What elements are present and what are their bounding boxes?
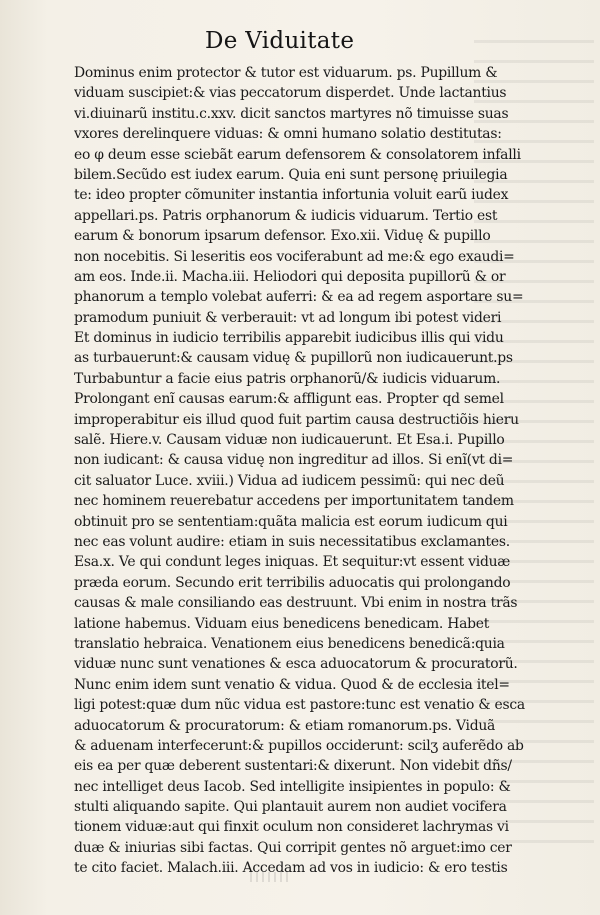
text-line: am eos. Inde.ii. Macha.iii. Heliodori qui deposita pupillorũ & or: [74, 268, 506, 285]
text-line: tionem viduæ:aut qui finxit oculum non consideret lachrymas vi: [74, 819, 509, 836]
text-line: viduam suscipiet:& vias peccatorum disperdet. Unde lactantius: [74, 85, 507, 102]
text-line: bilem.Secũdo est iudex earum. Quia eni sunt personę priuilegia: [74, 166, 508, 183]
text-line: præda eorum. Secundo erit terribilis aduocatis qui prolongando: [74, 574, 511, 591]
text-line: phanorum a templo volebat auferri: & ea ad regem asportare su=: [74, 289, 524, 306]
text-line: translatio hebraica. Venationem eius benedicens benedicã:quia: [74, 635, 505, 652]
text-line: ligi potest:quæ dum nũc vidua est pastore:tunc est venatio & esca: [74, 697, 525, 714]
text-block: [74, 63, 558, 879]
text-line: te cito faciet. Malach.iii. Accedam ad vos in iudicio: & ero testis: [74, 860, 508, 877]
text-line: duæ & iniurias sibi factas. Qui corripit gentes nõ arguet:imo cer: [74, 839, 512, 856]
text-line: Esa.x. Ve qui condunt leges iniquas. Et sequitur:vt essent viduæ: [74, 554, 511, 571]
text-line: Prolongant enĩ causas earum:& affligunt eas. Propter qd semel: [74, 391, 504, 408]
text-line: aduocatorum & procuratorum: & etiam romanorum.ps. Viduã: [74, 717, 496, 734]
text-line: vi.diuinarũ institu.c.xxv. dicit sanctos martyres nõ timuisse suas: [74, 105, 509, 122]
text-line: Dominus enim protector & tutor est viduarum. ps. Pupillum &: [74, 65, 498, 81]
text-line: eis ea per quæ deberent sustentari:& dixerunt. Non videbit dñs/: [74, 758, 512, 775]
text-line: non iudicant: & causa viduę non ingreditur ad illos. Si enĩ(vt di=: [74, 452, 514, 469]
text-line: appellari.ps. Patris orphanorum & iudicis viduarum. Tertio est: [74, 207, 498, 224]
text-line: obtinuit pro se sententiam:quãta malicia est eorum iudicum qui: [74, 513, 508, 530]
text-line: vxores derelinquere viduas: & omni humano solatio destitutas:: [74, 126, 502, 143]
text-line: viduæ nunc sunt venationes & esca aduocatorum & procuratorũ.: [74, 656, 518, 673]
text-line: Turbabuntur a facie eius patris orphanorũ/& iudicis viduarum.: [74, 370, 501, 387]
text-line: cit saluator Luce. xviii.) Vidua ad iudicem pessimũ: qui nec deũ: [74, 472, 505, 489]
text-line: stulti aliquando sapite. Qui plantauit aurem non audiet vocifera: [74, 799, 507, 816]
text-line: & aduenam interfecerunt:& pupillos occiderunt: scilʒ auferẽdo ab: [74, 737, 524, 754]
text-line: salẽ. Hiere.v. Causam viduæ non iudicauerunt. Et Esa.i. Pupillo: [74, 432, 505, 449]
text-line: earum & bonorum ipsarum defensor. Exo.xii. Viduę & pupillo: [74, 228, 491, 245]
text-line: nec hominem reuerebatur accedens per importunitatem tandem: [74, 493, 514, 510]
text-line: non nocebitis. Si leseritis eos vociferabunt ad me:& ego exaudi=: [74, 248, 515, 265]
text-line: nec intelliget deus Iacob. Sed intelligite insipientes in populo: &: [74, 778, 511, 795]
text-line: te: ideo propter cõmuniter instantia infortunia voluit earũ iudex: [74, 187, 509, 204]
running-head: De Viduitate: [205, 28, 355, 54]
text-line: causas & male consiliando eas destruunt. Vbi enim in nostra trãs: [74, 595, 518, 612]
text-line: eo φ deum esse sciebãt earum defensorem & consolatorem infalli: [74, 146, 521, 163]
text-line: nec eas volunt audire: etiam in suis necessitatibus exclamantes.: [74, 533, 510, 550]
text-line: Et dominus in iudicio terribilis apparebit iudicibus illis qui vidu: [74, 330, 504, 347]
text-line: as turbauerunt:& causam viduę & pupillorũ non iudicauerunt.ps: [74, 350, 513, 367]
text-line: pramodum puniuit & verberauit: vt ad longum ibi potest videri: [74, 309, 502, 326]
text-line: latione habemus. Viduam eius benedicens benedicam. Habet: [74, 615, 490, 632]
text-line: improperabitur eis illud quod fuit partim causa destructiõis hieru: [74, 411, 519, 428]
faint-mark: [250, 872, 290, 882]
text-line: Nunc enim idem sunt venatio & vidua. Quod & de ecclesia itel=: [74, 676, 510, 693]
